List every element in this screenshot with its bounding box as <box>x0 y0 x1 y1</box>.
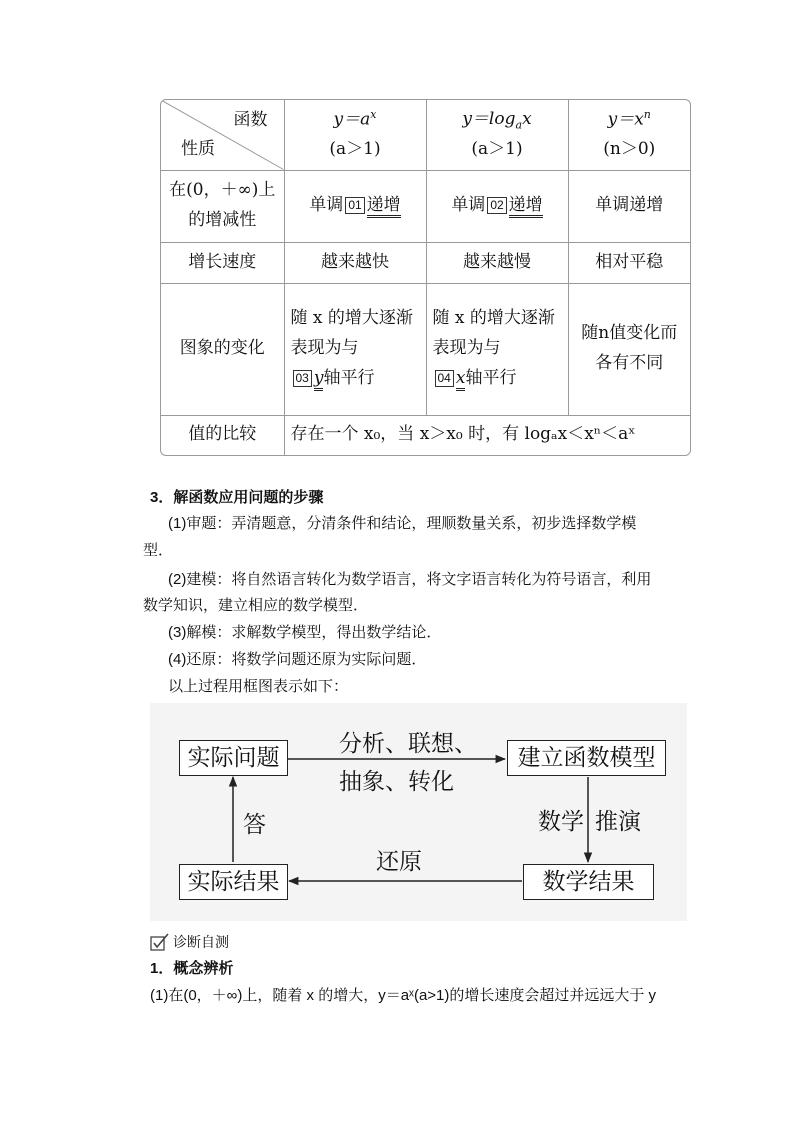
box-actual-result: 实际结果 <box>179 864 288 900</box>
box-actual-problem: 实际问题 <box>179 740 288 776</box>
concept-title: 1．概念辨析 <box>150 960 234 977</box>
label-restore: 还原 <box>376 849 422 875</box>
cell-log-monotonicity: 单调 02 递增 <box>426 170 568 242</box>
step-3: (3)解模：求解数学模型，得出数学结论． <box>168 624 442 641</box>
function-comparison-table <box>160 99 691 456</box>
row-label-growth: 增长速度 <box>161 242 284 283</box>
label-abstract: 抽象、转化 <box>339 769 454 795</box>
diagnostics-heading: 诊断自测 <box>150 932 229 952</box>
table-row-growth <box>161 242 690 283</box>
step-2-line-2: 数学知识，建立相应的数学模型． <box>143 597 369 614</box>
row-label-graph: 图象的变化 <box>161 283 284 415</box>
step-1-line-1: (1)审题：弄清题意，分清条件和结论，理顺数量关系，初步选择数学模 <box>168 515 637 532</box>
cell-log-growth: 越来越慢 <box>426 242 568 283</box>
modeling-flowchart <box>150 703 687 921</box>
box-build-model: 建立函数模型 <box>507 740 666 776</box>
row-label-monotonicity: 在(0，＋∞)上的增减性 <box>161 170 284 242</box>
cell-exp-graph: 随 x 的增大逐渐表现为与 03 y轴平行 <box>284 283 426 415</box>
check-pencil-icon <box>150 933 170 951</box>
step-1-line-2: 型． <box>143 542 174 559</box>
label-answer: 答 <box>243 812 266 838</box>
concept-question-1: (1)在(0，＋∞)上，随着 x 的增大，y＝aˣ(a>1)的增长速度会超过并远远大于 y <box>150 987 657 1004</box>
blank-02: 02 <box>487 197 506 214</box>
step-2-line-1: (2)建模：将自然语言转化为数学语言，将文字语言转化为符号语言，利用 <box>168 571 652 588</box>
header-logarithmic: $y=\log_ax$ (a＞1) <box>426 100 568 170</box>
cell-exp-growth: 越来越快 <box>284 242 426 283</box>
flowchart-intro: 以上过程用框图表示如下： <box>168 678 349 695</box>
blank-01: 01 <box>345 197 364 214</box>
cell-exp-monotonicity: 单调 01 递增 <box>284 170 426 242</box>
box-math-result: 数学结果 <box>523 864 654 900</box>
corner-label-property: 性质 <box>181 138 215 159</box>
table-header-row <box>161 100 690 170</box>
label-analysis: 分析、联想、 <box>339 731 477 757</box>
cell-power-growth: 相对平稳 <box>568 242 690 283</box>
header-power: $y=x^n$ (n＞0) <box>568 100 690 170</box>
blank-04: 04 <box>435 370 454 387</box>
header-exponential: $y=a^x$ (a＞1) <box>284 100 426 170</box>
cell-power-graph: 随n值变化而各有不同 <box>568 283 690 415</box>
corner-label-function: 函数 <box>233 110 268 130</box>
cell-compare-value: 存在一个 x₀，当 x＞x₀ 时，有 logₐx＜xⁿ＜aˣ <box>284 415 690 455</box>
row-label-compare: 值的比较 <box>161 415 284 455</box>
table-row-monotonicity <box>161 170 690 242</box>
label-math: 数学 <box>538 809 584 835</box>
cell-power-monotonicity: 单调递增 <box>568 170 690 242</box>
label-deduce: 推演 <box>595 809 641 835</box>
blank-03: 03 <box>293 370 312 387</box>
table-row-compare <box>161 415 690 455</box>
table-row-graph <box>161 283 690 415</box>
step-4: (4)还原：将数学问题还原为实际问题． <box>168 651 427 668</box>
table-corner-cell <box>161 100 284 170</box>
section-title-steps: 3．解函数应用问题的步骤 <box>150 489 324 506</box>
cell-log-graph: 随 x 的增大逐渐表现为与 04 x轴平行 <box>426 283 568 415</box>
